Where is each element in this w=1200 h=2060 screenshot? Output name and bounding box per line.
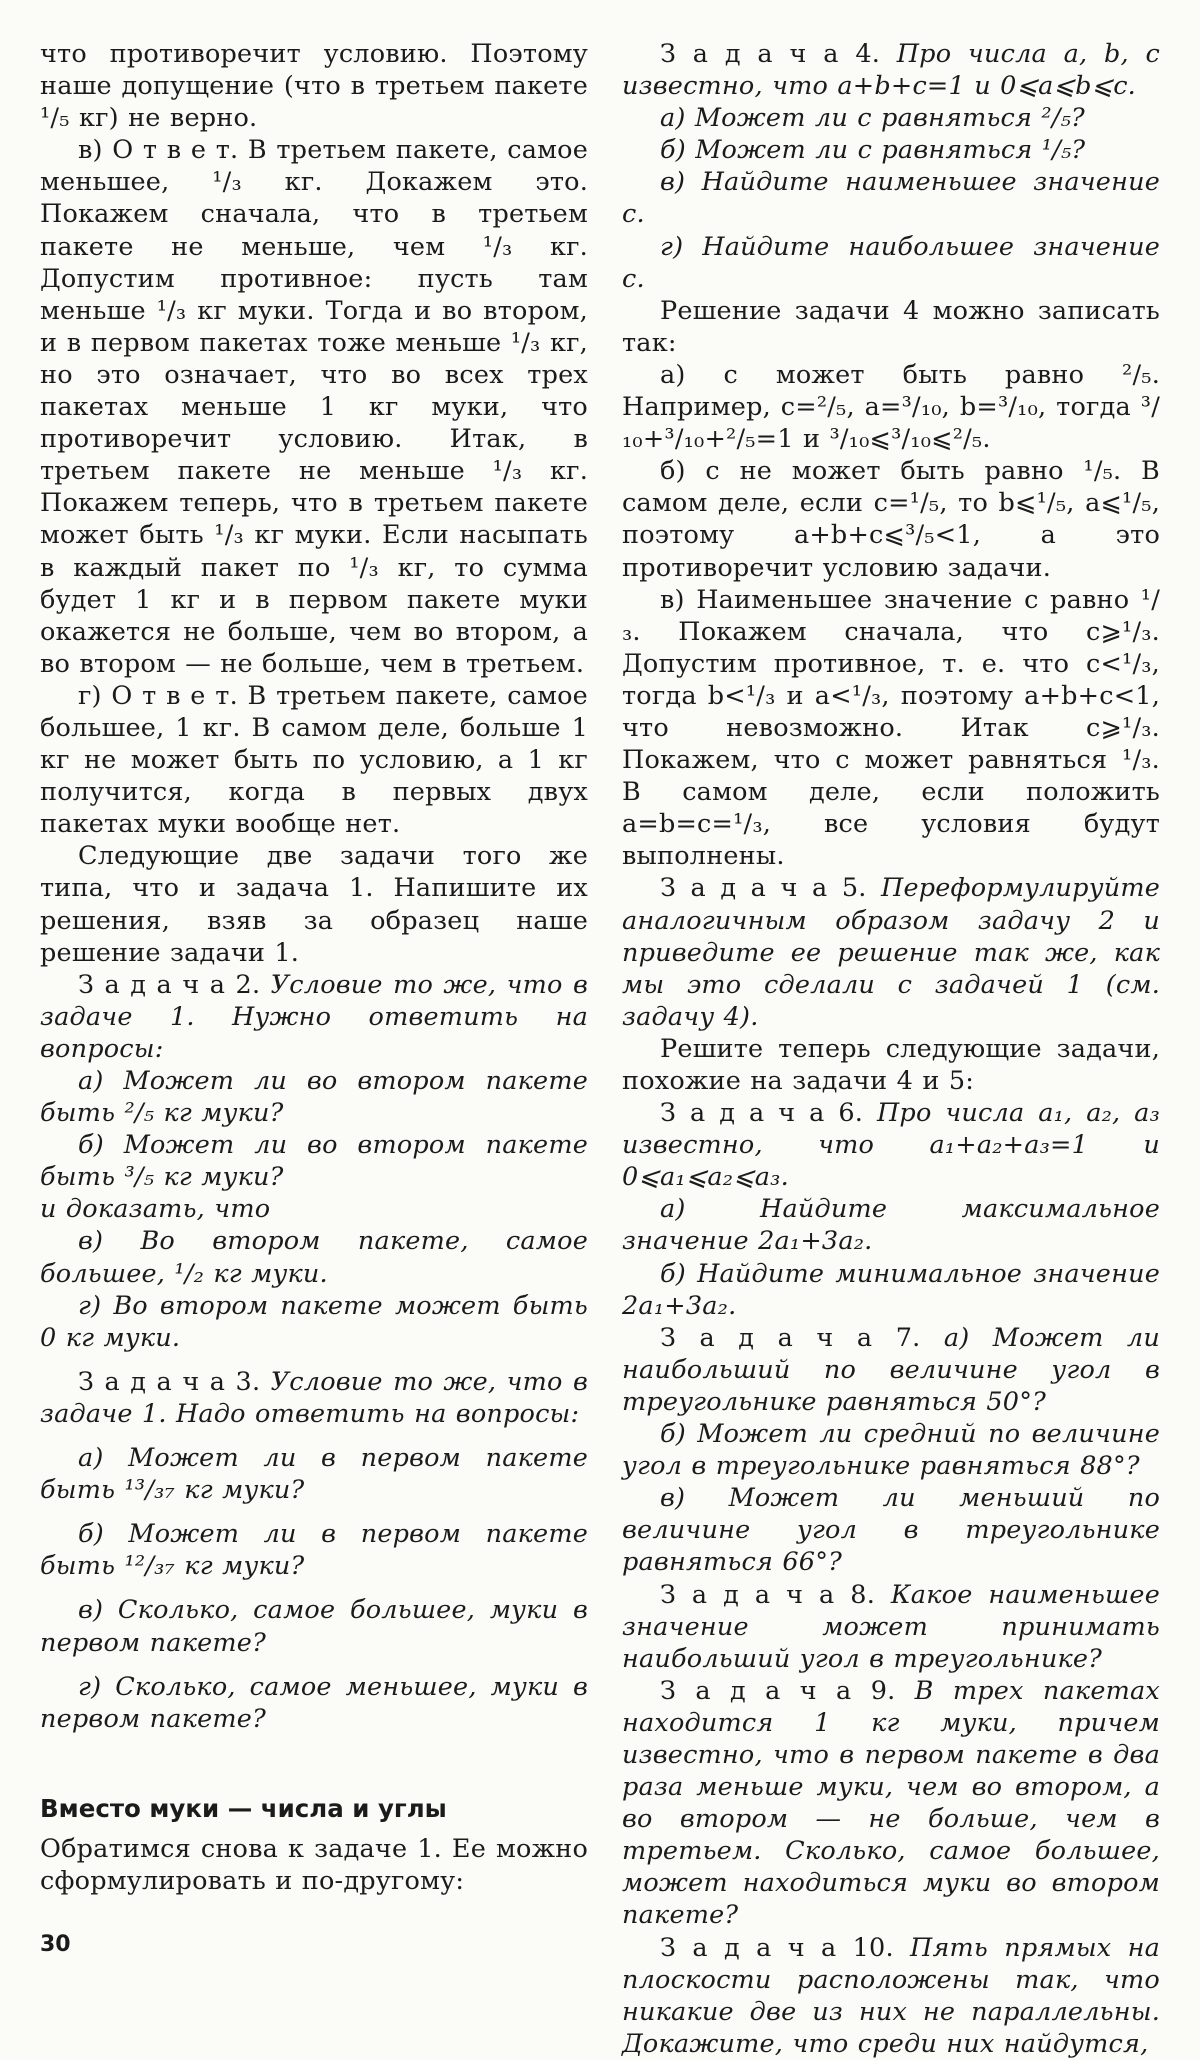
problem-7-b: б) Может ли средний по величине угол в треугольнике равняться 88°? — [622, 1419, 1160, 1482]
problem-9 — [622, 1675, 1160, 1932]
problem-label: З а д а ч а 8. — [660, 1579, 876, 1610]
problem-6-b: б) Найдите минимальное значение 2a₁+3a₂. — [622, 1258, 1160, 1321]
problem-label: З а д а ч а 10. — [660, 1932, 894, 1963]
problem-2-a: а) Может ли во втором пакете быть ²/₅ кг муки? — [40, 1066, 588, 1129]
solution-b: б) c не может быть равно ¹/₅. В самом деле, если c=¹/₅, то b⩽¹/₅, a⩽¹/₅, поэтому a+b+c⩽³/₅<1, а это противоречит условию задачи. — [622, 456, 1160, 583]
answer-v — [40, 134, 588, 680]
problem-4-b: б) Может ли c равняться ¹/₅? — [660, 135, 1086, 166]
problem-text: Про числа a₁, a₂, a₃ известно, что a₁+a₂+a₃=1 и 0⩽a₁⩽a₂⩽a₃. — [622, 1098, 1161, 1193]
problem-4-v: в) Найдите наименьшее значение c. — [622, 167, 1160, 230]
answer-label: в) О т в е т. — [78, 135, 239, 166]
answer-text: В третьем пакете, самое меньшее, ¹/₃ кг. Докажем это. Покажем сначала, что в третьем пакете не меньше, чем ¹/₃ кг. Допустим противное: пусть там меньше ¹/₃ кг муки. Тогда и во втором, и в первом пакетах тоже меньше ¹/₃ кг, но это означает, что во всех трех пакетах меньше 1 кг муки, что противоречит условию. Итак, в третьем пакете не меньше ¹/₃ кг. Покажем теперь, что в третьем пакете может быть ¹/₃ кг муки. Если насыпать в каждый пакет по ¹/₃ кг, то сумма будет 1 кг и в первом пакете муки окажется не больше, чем во втором, а во втором — не больше, чем в третьем. — [40, 135, 588, 679]
paragraph: Решение задачи 4 можно записать так: — [622, 295, 1160, 358]
problem-2 — [40, 969, 588, 1065]
problem-4-g: г) Найдите наибольшее значение c. — [622, 231, 1160, 294]
problem-7-v: в) Может ли меньший по величине угол в треугольнике равняться 66°? — [622, 1483, 1160, 1578]
problem-6-a: а) Найдите максимальное значение 2a₁+3a₂. — [622, 1194, 1160, 1257]
problem-label: З а д а ч а 2. — [78, 969, 261, 1000]
problem-label: З а д а ч а 5. — [660, 873, 867, 904]
answer-text: В третьем пакете, самое большее, 1 кг. В самом деле, больше 1 кг не может быть по условию, а 1 кг получится, когда в первых двух пакетах муки вообще нет. — [40, 680, 588, 840]
paragraph: Решите теперь следующие задачи, похожие на задачи 4 и 5: — [622, 1033, 1160, 1096]
problem-text: а) Может ли наибольший по величине угол в треугольнике равняться 50°? — [622, 1322, 1160, 1417]
problem-7 — [622, 1322, 1160, 1418]
problem-5 — [622, 872, 1160, 1032]
problem-2-v: в) Во втором пакете, самое большее, ¹/₂ кг муки. — [40, 1226, 588, 1289]
solution-a: а) c может быть равно ²/₅. Например, c=²/₅, a=³/₁₀, b=³/₁₀, тогда ³/₁₀+³/₁₀+²/₅=1 и ³/₁₀⩽³/₁₀⩽²/₅. — [622, 359, 1160, 455]
problem-4 — [622, 38, 1160, 102]
problem-3 — [40, 1366, 588, 1430]
paragraph: Следующие две задачи того же типа, что и задача 1. Напишите их решения, взяв за образец наше решение задачи 1. — [40, 841, 588, 968]
problem-text: Пять прямых на плоскости расположены так, что никакие две из них не параллельны. Докажите, что среди них найдутся, — [622, 1932, 1160, 2059]
problem-label: З а д а ч а 4. — [660, 39, 881, 69]
problem-label: З а д а ч а 9. — [660, 1675, 896, 1706]
problem-3-g: г) Сколько, самое меньшее, муки в первом пакете? — [40, 1671, 588, 1734]
problem-2-b: б) Может ли во втором пакете быть ³/₅ кг муки? — [40, 1130, 588, 1193]
right-column — [622, 38, 1160, 2060]
problem-text: Про числа a, b, c известно, что a+b+c=1 и 0⩽a⩽b⩽c. — [622, 39, 1160, 102]
problem-10 — [622, 1932, 1160, 2060]
problem-3-a: а) Может ли в первом пакете быть ¹³/₃₇ кг муки? — [40, 1443, 588, 1506]
problem-3-v: в) Сколько, самое большее, муки в первом пакете? — [40, 1595, 588, 1658]
problem-text: Какое наименьшее значение может принимать наибольший угол в треугольнике? — [622, 1579, 1160, 1674]
answer-label: г) О т в е т. — [78, 680, 238, 711]
problem-label: З а д а ч а 7. — [660, 1322, 921, 1353]
problem-3-b: б) Может ли в первом пакете быть ¹²/₃₇ кг муки? — [40, 1519, 588, 1582]
answer-g — [40, 680, 588, 840]
problem-8 — [622, 1579, 1160, 1675]
problem-text: Условие то же, что в задаче 1. Надо ответить на вопросы: — [40, 1366, 588, 1429]
problem-text: Условие то же, что в задаче 1. Нужно ответить на вопросы: — [40, 969, 588, 1064]
problem-2-mid: и доказать, что — [40, 1194, 271, 1225]
page-number: 30 — [40, 1932, 71, 1957]
problem-label: З а д а ч а 6. — [660, 1098, 864, 1129]
problem-4-a: а) Может ли c равняться ²/₅? — [660, 103, 1085, 134]
problem-text: Переформулируйте аналогичным образом задачу 2 и приведите ее решение так же, как мы это сделали с задачей 1 (см. задачу 4). — [622, 873, 1160, 1032]
problem-text: В трех пакетах находится 1 кг муки, причем известно, что в первом пакете в два раза меньше муки, чем во втором, а во втором — не больше, чем в третьем. Сколько, самое большее, может находиться муки во втором пакете? — [622, 1675, 1160, 1931]
section-heading: Вместо муки — числа и углы — [40, 1793, 447, 1823]
paragraph: Обратимся снова к задаче 1. Ее можно сформулировать и по-другому: — [40, 1833, 588, 1896]
solution-v: в) Наименьшее значение c равно ¹/₃. Покажем сначала, что c⩾¹/₃. Допустим противное, т. е. что c<¹/₃, тогда b<¹/₃ и a<¹/₃, поэтому a+b+c<1, что невозможно. Итак c⩾¹/₃. Покажем, что c может равняться ¹/₃. В самом деле, если положить a=b=c=¹/₃, все условия будут выполнены. — [622, 584, 1160, 872]
problem-6 — [622, 1097, 1160, 1193]
left-column — [40, 38, 588, 1897]
problem-2-g: г) Во втором пакете может быть 0 кг муки. — [40, 1290, 588, 1353]
problem-label: З а д а ч а 3. — [78, 1366, 261, 1397]
paragraph: что противоречит условию. Поэтому наше допущение (что в третьем пакете ¹/₅ кг) не верно. — [40, 39, 588, 134]
